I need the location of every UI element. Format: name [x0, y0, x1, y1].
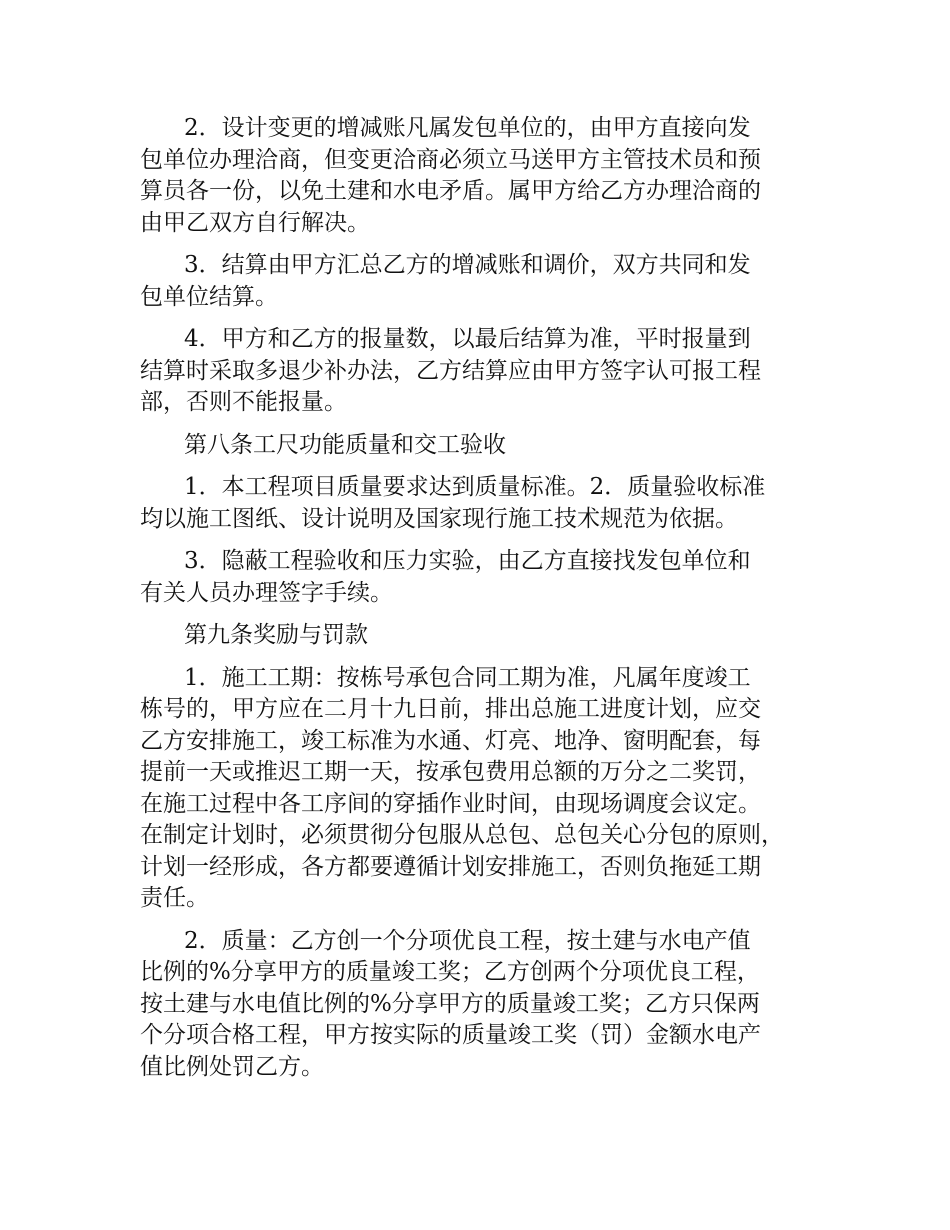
text-line: 按土建与水电值比例的%分享甲方的质量竣工奖；乙方只保两 — [140, 990, 760, 1017]
paragraph-clause-9-item-1 — [140, 663, 820, 915]
paragraph-clause-8-item-3 — [140, 546, 820, 609]
article-9-heading — [140, 620, 820, 652]
text-line: 责任。 — [140, 885, 209, 911]
paragraph-clause-9-item-2 — [140, 926, 820, 1084]
paragraph-clause-8-items-1-2 — [140, 472, 820, 535]
text-line: 部，否则不能报量。 — [140, 389, 347, 415]
text-line: 包单位办理洽商，但变更洽商必须立马送甲方主管技术员和预 — [140, 146, 761, 173]
text-line: 提前一天或推迟工期一天，按承包费用总额的万分之二奖罚， — [140, 759, 761, 785]
text-line: 2．设计变更的增减账凡属发包单位的，由甲方直接向发 — [184, 115, 751, 141]
text-line: 4．甲方和乙方的报量数，以最后结算为准，平时报量到 — [184, 326, 751, 352]
paragraph-clause-7-item-2 — [140, 113, 820, 239]
document-page — [140, 113, 820, 1094]
paragraph-clause-7-item-4 — [140, 324, 820, 419]
text-line: 1．本工程项目质量要求达到质量标准。2．质量验收标准 — [184, 474, 766, 500]
text-line: 在施工过程中各工序间的穿插作业时间，由现场调度会议定。 — [140, 790, 761, 817]
text-line: 乙方安排施工，竣工标准为水通、灯亮、地净、窗明配套，每 — [140, 727, 761, 754]
text-line: 比例的%分享甲方的质量竣工奖；乙方创两个分项优良工程， — [140, 959, 760, 985]
paragraph-clause-7-item-3 — [140, 250, 820, 313]
text-line: 有关人员办理签字手续。 — [140, 579, 393, 606]
text-line: 结算时采取多退少补办法，乙方结算应由甲方签字认可报工程 — [140, 357, 761, 384]
text-line: 3．结算由甲方汇总乙方的增减账和调价，双方共同和发 — [184, 252, 751, 278]
text-line: 2．质量：乙方创一个分项优良工程，按土建与水电产值 — [184, 927, 751, 954]
text-line: 均以施工图纸、设计说明及国家现行施工技术规范为依据。 — [140, 505, 738, 532]
heading-line: 第八条工尺功能质量和交工验收 — [184, 431, 506, 458]
text-line: 由甲乙双方自行解决。 — [140, 209, 370, 236]
heading-line: 第九条奖励与罚款 — [184, 622, 368, 648]
text-line: 个分项合格工程，甲方按实际的质量竣工奖（罚）金额水电产 — [140, 1022, 761, 1048]
text-line: 计划一经形成，各方都要遵循计划安排施工，否则负拖延工期 — [140, 853, 761, 880]
text-line: 1．施工工期：按栋号承包合同工期为准，凡属年度竣工 — [184, 664, 751, 691]
text-line: 算员各一份，以免土建和水电矛盾。属甲方给乙方办理洽商的 — [140, 178, 761, 204]
text-line: 栋号的，甲方应在二月十九日前，排出总施工进度计划，应交 — [140, 696, 761, 722]
article-8-heading — [140, 430, 820, 462]
text-line: 在制定计划时，必须贯彻分包服从总包、总包关心分包的原则， — [140, 822, 784, 848]
text-line: 值比例处罚乙方。 — [140, 1053, 324, 1080]
text-line: 包单位结算。 — [140, 283, 278, 310]
text-line: 3．隐蔽工程验收和压力实验，由乙方直接找发包单位和 — [184, 548, 751, 574]
